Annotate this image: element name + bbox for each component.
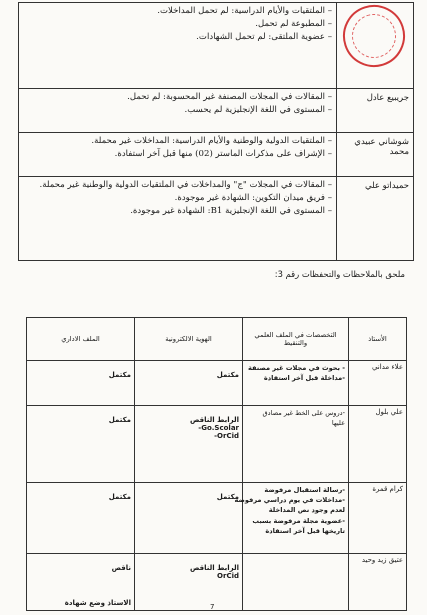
evaluation-table: [26, 317, 407, 611]
remarks-table: [18, 2, 414, 261]
admin-cell: [27, 483, 135, 554]
table-header-row: [27, 318, 407, 361]
header-admin: الملف الاداري: [27, 318, 135, 361]
table-row: [27, 406, 407, 483]
specialization-cell: [234, 483, 349, 554]
professor-name-cell: حميداتو علي: [337, 177, 414, 261]
official-stamp-icon: [335, 0, 413, 75]
specialization-cell: [243, 361, 349, 406]
remarks-cell: [19, 133, 337, 177]
admin-cell: [27, 406, 135, 483]
table-row: [27, 483, 407, 554]
remark-line: – عضوية الملتقى: لم تحمل الشهادات.: [196, 31, 332, 42]
page-number: 7: [210, 603, 215, 611]
identity-status: الرابط الناقص: [190, 416, 239, 424]
professor-name: كرام قمرة: [349, 483, 407, 554]
remark-line: – الملتقيات الدولية والوطنية والأيام الدراسية: المداخلات غير محملة.: [91, 136, 332, 146]
table-row: [19, 177, 414, 261]
professor-name-cell: شوشاني عبيدي محمد: [337, 133, 414, 177]
remarks-cell: [19, 89, 337, 133]
spec-line: -عضوية مجلة مرفوضة بسبب: [252, 516, 345, 525]
header-specialization: التخصصات في الملف العلمي والتنقيط: [243, 318, 349, 361]
identity-cell: [135, 406, 243, 483]
identity-status: مكتمل: [216, 493, 239, 501]
remark-line: – المقالات في المجلات "ج" والمداخلات في الملتقيات الدولية والوطنية غير محملة.: [39, 180, 332, 190]
spec-line: لعدم وجود نص المداخلة: [268, 506, 345, 515]
professor-name-cell: جريبيع عادل: [337, 89, 414, 133]
table-row: [19, 89, 414, 133]
spec-line: - بحوث في مجلات غير مصنفة: [248, 364, 345, 372]
remark-line: – المطبوعة لم تحمل.: [255, 18, 332, 29]
table-row: [19, 133, 414, 177]
annex-note: ملحق بالملاحظات والتحفظات رقم 3:: [274, 269, 405, 279]
professor-name-cell: [337, 3, 414, 89]
spec-line: -مداخلات في يوم دراسي مرفوضة: [234, 496, 345, 505]
remark-line: – الإشراف على مذكرات الماستر (02) منها قبل آخر استفادة.: [114, 148, 332, 159]
identity-cell: [135, 483, 243, 554]
remark-line: – فريق ميدان التكوين: الشهادة غير موجودة.: [174, 192, 332, 203]
remarks-cell: [19, 3, 337, 89]
missing-link: -Go.Scolar: [198, 424, 239, 432]
specialization-cell: [243, 406, 349, 483]
spec-line: تاريخها قبل آخر استفادة: [265, 526, 345, 535]
spec-line: عليها: [331, 419, 345, 428]
specialization-cell: [243, 554, 349, 611]
admin-note: الاستاذ وضع شهادة: [64, 599, 131, 607]
identity-status: الرابط الناقص: [190, 564, 239, 572]
header-professor: الأستاذ: [349, 318, 407, 361]
missing-link: -OrCid: [214, 432, 239, 440]
remark-line: – الملتقيات والأيام الدراسية: لم تحمل المداخلات.: [157, 6, 332, 16]
identity-cell: [135, 361, 243, 406]
table-row: [27, 361, 407, 406]
remark-line: – المستوى في اللغة الإنجليزية لم يحسب.: [184, 104, 332, 115]
remark-line: – المستوى في اللغة الإنجليزية B1: الشهادة غير موجودة.: [130, 205, 332, 216]
admin-status: مكتمل: [108, 416, 131, 424]
professor-name: علاء مداني: [349, 361, 407, 406]
identity-status: مكتمل: [216, 371, 239, 379]
remark-line: – المقالات في المجلات المصنفة غير المحسوبة: لم تحمل.: [127, 92, 332, 102]
admin-cell: [27, 361, 135, 406]
spec-line: -دروس على الخط غير مصادق: [262, 409, 345, 417]
missing-link: OrCid: [217, 572, 239, 580]
admin-status: مكتمل: [108, 371, 131, 379]
spec-line: -مداخلة قبل آخر استفادة: [263, 374, 345, 383]
identity-cell: [135, 554, 243, 611]
admin-status: ناقص: [111, 564, 131, 572]
remarks-cell: [19, 177, 337, 261]
admin-status: مكتمل: [108, 493, 131, 501]
header-identity: الهوية الالكترونية: [135, 318, 243, 361]
spec-line: -رسالة استقبال مرفوضة: [264, 486, 345, 494]
table-row: [27, 554, 407, 611]
professor-name: علي بلول: [349, 406, 407, 483]
table-row: [19, 3, 414, 89]
admin-cell: [27, 554, 135, 611]
professor-name: عتيق زيد وحيد: [349, 554, 407, 611]
